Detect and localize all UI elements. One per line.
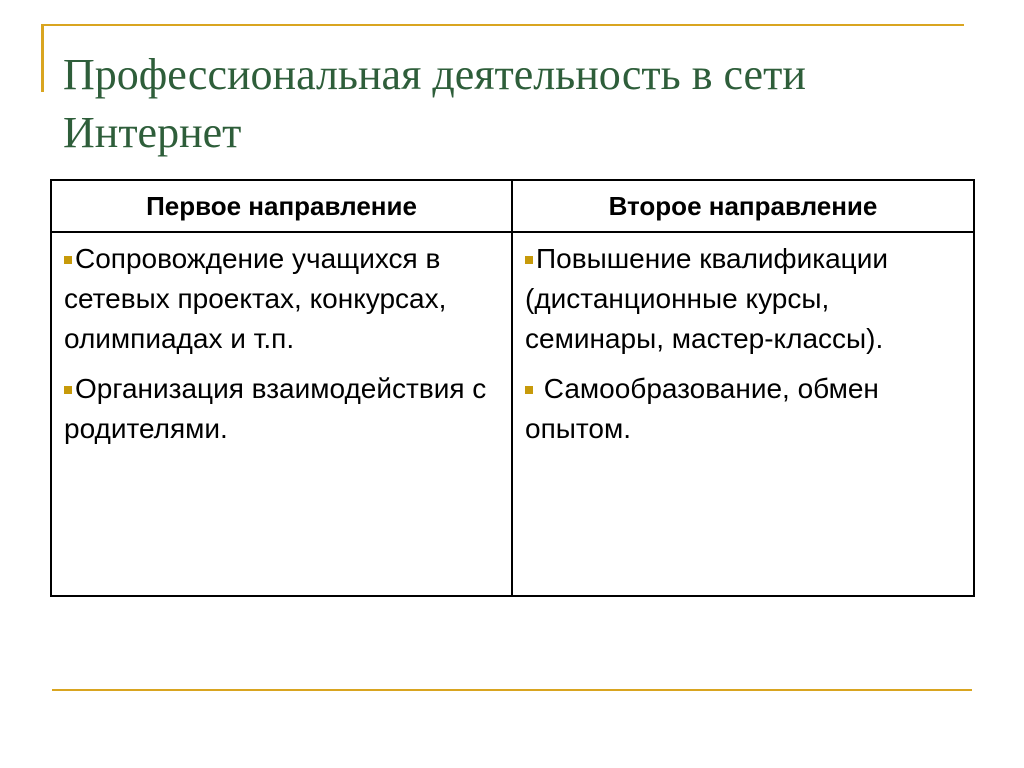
square-bullet-icon <box>525 256 533 264</box>
header-second-direction: Второе направление <box>512 180 974 232</box>
header-first-direction: Первое направление <box>51 180 512 232</box>
list-item-text: Сопровождение учащихся в сетевых проектах, конкурсах, олимпиадах и т.п. <box>64 243 447 354</box>
table-body-row <box>51 232 974 596</box>
list-item <box>64 369 501 449</box>
first-direction-cell <box>51 232 512 596</box>
slide-title: Профессиональная деятельность в сети Интернет <box>63 50 806 157</box>
second-direction-cell <box>512 232 974 596</box>
accent-top-line <box>41 24 964 26</box>
list-item <box>525 239 963 359</box>
list-item-text: Повышение квалификации (дистанционные курсы, семинары, мастер-классы). <box>525 243 888 354</box>
list-item-text: Самообразование, обмен опытом. <box>525 373 887 444</box>
square-bullet-icon <box>64 386 72 394</box>
directions-table <box>50 179 975 597</box>
accent-bottom-line <box>52 689 972 691</box>
accent-vertical-line <box>41 24 44 92</box>
square-bullet-icon <box>525 386 533 394</box>
square-bullet-icon <box>64 256 72 264</box>
list-item <box>64 239 501 359</box>
list-item <box>525 369 963 449</box>
table-header-row <box>51 180 974 232</box>
list-item-text: Организация взаимодействия с родителями. <box>64 373 487 444</box>
